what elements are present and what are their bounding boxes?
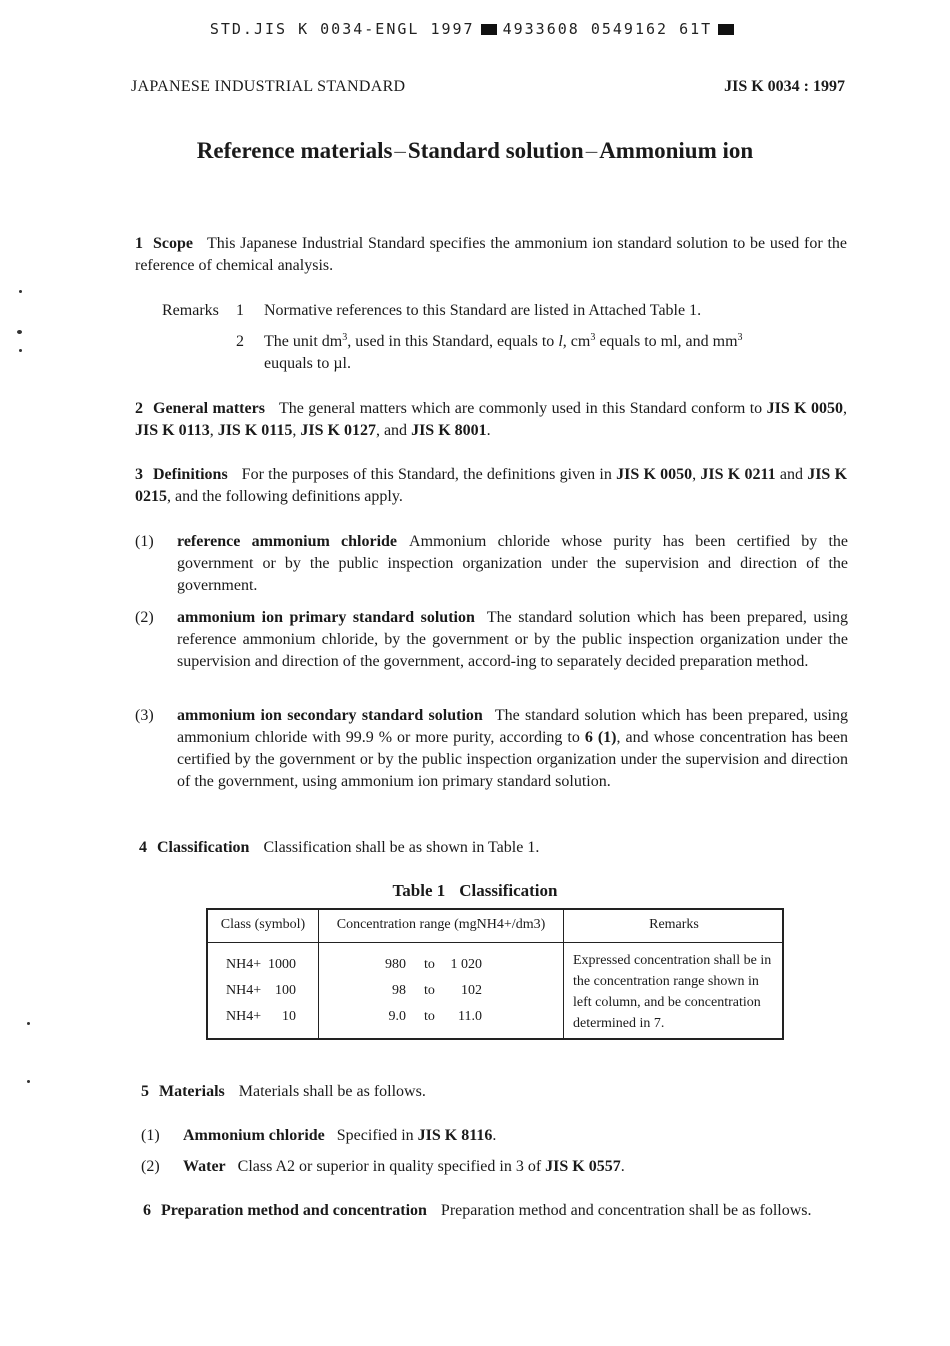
- section-general-matters: 2 General matters The general matters which are commonly used in this Standard conform to JIS K 0050, JIS K 0113, JIS K 0115, JIS K 0127, and JIS K 8001.: [135, 400, 848, 439]
- stamp-left: STD.JIS K 0034-ENGL 1997: [209, 20, 475, 38]
- table-cell-to: to: [424, 957, 435, 972]
- section-title: Scope: [153, 235, 193, 252]
- reference-link: JIS K 0115: [217, 422, 293, 439]
- scan-mark: [27, 1080, 30, 1083]
- remark-text: The unit $dm^3$, used in this Standard, equals to l, $cm^3$ equals to ml, and $mm^3$ euquals to µl.: [264, 332, 743, 372]
- table-cell-low: 98: [392, 983, 406, 998]
- reference-link: JIS K 8116: [417, 1127, 493, 1144]
- title-part-1: Reference materials: [196, 138, 393, 163]
- section-number: 1: [135, 235, 143, 252]
- reference-link: JIS K 0050: [766, 400, 844, 417]
- table-cell-low: 9.0: [388, 1009, 406, 1024]
- definition-item: (3) ammonium ion secondary standard solution The standard solution which has been prepared, using ammonium chloride with 99.9 % or more purity, according to 6 (1), and whose concentration has been certified by the government or by the public inspection organization under the supervision and direction of the government, using ammonium ion primary standard solution.: [135, 707, 849, 790]
- section-scope: [135, 233, 847, 277]
- table-cell-low: 980: [385, 957, 406, 972]
- definition-term: ammonium ion primary standard solution: [177, 609, 475, 626]
- material-term: Ammonium chloride: [183, 1127, 325, 1144]
- section-definitions: 3 Definitions For the purposes of this Standard, the definitions given in JIS K 0050, JIS K 0211 and JIS K 0215, and the following definitions apply.: [135, 466, 848, 505]
- definition-item: (1) reference ammonium chloride Ammonium chloride whose purity has been certified by the government or by the public inspection organization under the supervision and direction of the government.: [135, 533, 848, 594]
- reference-link: JIS K 0557: [545, 1158, 621, 1175]
- table-cell-remark: Expressed concentration shall be in the concentration range shown in left column, and be concentration determined in 7.: [573, 953, 772, 1031]
- remarks-label: Remarks: [162, 302, 219, 319]
- table-cell-class: 10: [282, 1009, 296, 1024]
- material-item: (1) Ammonium chloride Specified in JIS K 8116.: [141, 1127, 497, 1144]
- table-cell-high: 1 020: [450, 957, 482, 972]
- table-caption: [0, 881, 950, 901]
- table-caption-title: Classification: [459, 881, 558, 900]
- title-part-2: Standard solution: [407, 138, 584, 163]
- table-cell-to: to: [424, 1009, 435, 1024]
- table-cell-high: 11.0: [458, 1009, 482, 1024]
- material-item: (2) Water Class A2 or superior in quality specified in 3 of JIS K 0557.: [141, 1158, 625, 1175]
- material-term: Water: [183, 1158, 226, 1175]
- remarks-block-2: [162, 331, 852, 375]
- page-title: Reference materials–Standard solution–Ammonium ion: [196, 138, 754, 163]
- remark-text: Normative references to this Standard are listed in Attached Table 1.: [264, 302, 702, 319]
- remarks-block: [162, 300, 852, 322]
- table-cell-to: to: [424, 983, 435, 998]
- classification-table: [206, 908, 784, 1040]
- table-header-remarks: Remarks: [649, 917, 699, 932]
- reference-link: JIS K 0215: [135, 466, 848, 505]
- table-cell-symbol: NH4+: [226, 983, 262, 998]
- scan-mark: [17, 330, 22, 334]
- definition-term: reference ammonium chloride: [177, 533, 398, 550]
- section-preparation: 6 Preparation method and concentration Preparation method and concentration shall be as follows.: [143, 1202, 812, 1219]
- section-text: This Japanese Industrial Standard specifies the ammonium ion standard solution to be used for the reference of chemical analysis.: [135, 235, 847, 274]
- table-cell-class: 1000: [268, 957, 296, 972]
- reference-link: JIS K 0211: [700, 466, 776, 483]
- header-standard-number: JIS K 0034 : 1997: [724, 78, 845, 95]
- header-standard-body: JAPANESE INDUSTRIAL STANDARD: [131, 78, 406, 95]
- document-stamp: [0, 20, 950, 38]
- scan-mark: [19, 349, 22, 352]
- table-header-concentration: Concentration range (mgNH4+/dm3): [336, 917, 546, 932]
- definition-term: ammonium ion secondary standard solution: [177, 707, 483, 724]
- section-materials: 5 Materials Materials shall be as follows.: [141, 1083, 426, 1100]
- reference-link: JIS K 0127: [300, 422, 376, 439]
- table-cell-symbol: NH4+: [226, 957, 262, 972]
- reference-link: JIS K 8001: [411, 422, 487, 439]
- table-header-class: Class (symbol): [220, 917, 306, 932]
- table-cell-class: 100: [275, 983, 296, 998]
- remark-number: 2: [236, 333, 244, 350]
- table-cell-high: 102: [461, 983, 482, 998]
- reference-link: JIS K 0113: [135, 422, 210, 439]
- scan-mark: [19, 290, 22, 293]
- stamp-middle: 4933608 0549162 61T: [502, 20, 713, 38]
- remark-number: 1: [236, 302, 244, 319]
- section-classification: 4 Classification Classification shall be as shown in Table 1.: [139, 839, 540, 856]
- stamp-block-2: [718, 24, 734, 35]
- stamp-block-1: [481, 24, 497, 35]
- scan-mark: [27, 1022, 30, 1025]
- title-part-3: Ammonium ion: [599, 138, 754, 163]
- reference-link: JIS K 0050: [616, 466, 693, 483]
- table-cell-symbol: NH4+: [226, 1009, 262, 1024]
- table-caption-number: Table 1: [392, 881, 446, 900]
- definition-item: (2) ammonium ion primary standard solution The standard solution which has been prepared, using reference ammonium chloride, by the government or by the public inspection organization under the supervision and direction of the government, accord-ing to separately decided preparation method.: [135, 609, 848, 670]
